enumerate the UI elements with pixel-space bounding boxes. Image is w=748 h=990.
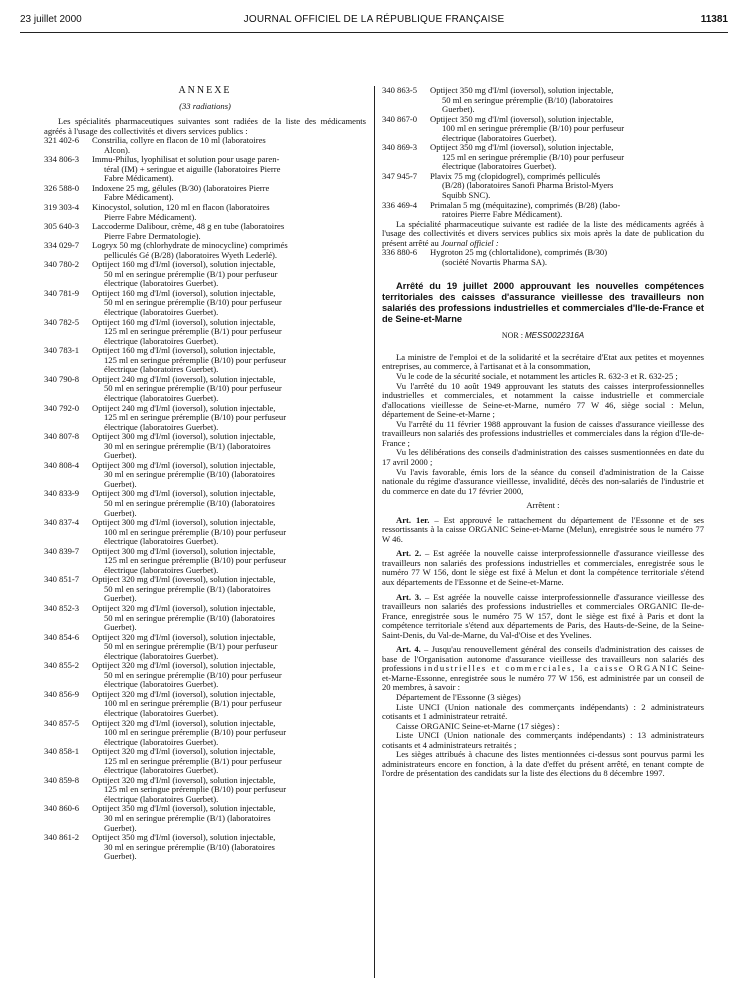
list-item [44, 346, 366, 375]
visa-paragraph: Vu l'arrêté du 10 août 1949 approuvant les statuts des caisses interprofessionnelles industrielles et commerciales, et notamment la caisse industrielle et commerciale d'allocations vieillesse de Seine-et-Marne, numéro 77 W 46, siège social : Melun, département de Seine-et-Marne ; [382, 380, 704, 420]
product-code: 340 783-1 [44, 345, 80, 356]
visa-list [382, 353, 704, 496]
radiations-count: (33 radiations) [179, 100, 231, 111]
list-item [44, 747, 366, 776]
product-description: Optiject 350 mg d'I/ml (ioversol), solution injectable, 30 ml en seringue préremplie (B/10) (laboratoires Guerbet). [92, 832, 276, 862]
product-description: Optiject 160 mg d'I/ml (ioversol), solution injectable, 50 ml en seringue préremplie (B/1) pour perfuseur électrique (laboratoires Guerbet). [92, 259, 278, 289]
product-code: 340 869-3 [382, 142, 418, 153]
product-description: Optiject 350 mg d'I/ml (ioversol), solution injectable, 50 ml en seringue préremplie (B/10) (laboratoires Guerbet). [430, 85, 614, 115]
list-item [44, 633, 366, 662]
composition-list [382, 693, 704, 779]
list-item [382, 201, 704, 220]
product-description: Optiject 320 mg d'I/ml (ioversol), solution injectable, 50 ml en seringue préremplie (B/1) (laboratoires Guerbet). [92, 574, 276, 604]
product-description: Optiject 160 mg d'I/ml (ioversol), solution injectable, 125 ml en seringue préremplie (B/1) pour perfuseur électrique (laboratoires Guerbet). [92, 316, 282, 346]
list-item [44, 289, 366, 318]
product-code: 340 863-5 [382, 85, 418, 95]
composition-line: Liste UNCI (Union nationale des commerçants indépendants) : 2 administrateurs cotisants et 1 administrateur retraité. [382, 701, 704, 722]
column-rule [374, 86, 375, 978]
page-number: 11381 [700, 14, 728, 25]
arretent-heading: Arrêtent : [526, 500, 560, 511]
product-description: Optiject 320 mg d'I/ml (ioversol), solution injectable, 125 ml en seringue préremplie (B/1) pour perfuseur électrique (laboratoires Guerbet). [92, 746, 282, 776]
product-description: Optiject 320 mg d'I/ml (ioversol), solution injectable, 50 ml en seringue préremplie (B/1) pour perfuseur électrique (laboratoires Guerbet). [92, 631, 278, 661]
list-item [44, 575, 366, 604]
article-4-label: Art. 4. [396, 644, 421, 655]
product-description: Optiject 160 mg d'I/ml (ioversol), solution injectable, 125 ml en seringue préremplie (B/10) pour perfuseur électrique (laboratoires Guerbet). [92, 345, 287, 375]
product-description: Optiject 350 mg d'I/ml (ioversol), solution injectable, 100 ml en seringue préremplie (B/10) pour perfuseur électrique (laboratoires Guerbet). [430, 113, 625, 143]
page-header [20, 14, 728, 30]
product-code: 334 029-7 [44, 240, 80, 251]
product-code: 340 790-8 [44, 373, 80, 384]
product-code: 340 856-9 [44, 688, 80, 699]
article-label: Art. 1er. [396, 514, 430, 525]
list-item [44, 241, 366, 260]
product-code: 340 792-0 [44, 402, 80, 413]
product-code: 340 861-2 [44, 832, 80, 843]
product-code: 340 837-4 [44, 517, 80, 528]
product-code: 340 782-5 [44, 316, 80, 327]
product-description: Immu-Philus, lyophilisat et solution pour usage paren- téral (IM) + seringue et aiguille (laboratoires Pierre Fabre Médicament). [92, 154, 281, 184]
product-description: Optiject 300 mg d'I/ml (ioversol), solution injectable, 30 ml en seringue préremplie (B/1) (laboratoires Guerbet). [92, 431, 276, 461]
article: Art. 3. – Est agréée la nouvelle caisse interprofessionnelle d'assurance vieillesse des travailleurs non salariés des professions industrielles et commerciales ORGANIC Ile-de-France, enregistrée sous le numéro 75 W 157, dont le siège est fixé à Paris et dont la compétence territoriale s'étend aux départements de Paris, des Hauts-de-Seine, de la Seine-Saint-Denis, du Val-de-Marne, du Val-d'Oise et des Yvelines. [382, 591, 704, 640]
product-description: Kinocystol, solution, 120 ml en flacon (laboratoires Pierre Fabre Médicament). [92, 202, 270, 222]
composition-line: Département de l'Essonne (3 sièges) [396, 691, 521, 702]
product-code: 319 303-4 [44, 202, 80, 213]
list-item [44, 719, 366, 748]
product-description: Constrilia, collyre en flacon de 10 ml (laboratoires Alcon). [92, 135, 266, 155]
list-item [44, 547, 366, 576]
product-description: Laccoderme Dalibour, crème, 48 g en tube (laboratoires Pierre Fabre Dermatologie). [92, 221, 285, 241]
product-code: 340 807-8 [44, 431, 80, 442]
product-description: Optiject 320 mg d'I/ml (ioversol), solution injectable, 50 ml en seringue préremplie (B/10) pour perfuseur électrique (laboratoires Guerbet). [92, 660, 282, 690]
article: Art. 2. – Est agréée la nouvelle caisse interprofessionnelle d'assurance vieillesse des travailleurs non salariés des professions industrielles et commerciales, enregistrée sous le numéro 77 W 156, dont le siège est fixé à Melun et dont la compétence territoriale s'étend aux départements de l'Essonne et de Seine-et-Marne. [382, 548, 704, 587]
list-item [44, 432, 366, 461]
product-code: 321 402-6 [44, 135, 80, 146]
product-description: Primalan 5 mg (méquitazine), comprimés (B/28) (labo- ratoires Pierre Fabre Médicament). [430, 199, 621, 220]
arrete-title: Arrêté du 19 juillet 2000 approuvant les nouvelles compétences territoriales des caisses d'assurance vieillesse des travailleurs non salariés des professions industrielles et commerciales d'Ile-de-France et de Seine-et-Marne [382, 281, 704, 325]
product-code: 336 469-4 [382, 199, 418, 210]
issue-date: 23 juillet 2000 [20, 14, 82, 25]
right-entry-list [382, 86, 704, 220]
composition-line: Liste UNCI (Union nationale des commerçants indépendants) : 13 administrateurs cotisants et 4 administrateurs retraités ; [382, 730, 704, 750]
list-item [44, 518, 366, 547]
product-code: 340 839-7 [44, 545, 80, 556]
product-code: 305 640-3 [44, 221, 80, 232]
product-description: Hygroton 25 mg (chlortalidone), comprimés (B/30) (société Novartis Pharma SA). [430, 247, 608, 267]
product-description: Optiject 320 mg d'I/ml (ioversol), solution injectable, 100 ml en seringue préremplie (B/10) pour perfuseur électrique (laboratoires Guerbet). [92, 717, 287, 747]
journal-title: JOURNAL OFFICIEL DE LA RÉPUBLIQUE FRANÇAISE [243, 14, 505, 25]
single-radiation-intro: La spécialité pharmaceutique suivante est radiée de la liste des médicaments agréés à l'usage des collectivités et divers services publics six mois après la date de publication du présent arrêté au Journal officiel : [382, 218, 704, 248]
article-label: Art. 3. [396, 591, 422, 602]
product-code: 340 781-9 [44, 287, 80, 298]
product-description: Optiject 350 mg d'I/ml (ioversol), solution injectable, 30 ml en seringue préremplie (B/1) (laboratoires Guerbet). [92, 803, 276, 833]
left-entry-list [44, 136, 366, 862]
product-description: Optiject 300 mg d'I/ml (ioversol), solution injectable, 30 ml en seringue préremplie (B/10) (laboratoires Guerbet). [92, 459, 276, 489]
list-item [44, 203, 366, 222]
product-description: Optiject 300 mg d'I/ml (ioversol), solution injectable, 50 ml en seringue préremplie (B/10) (laboratoires Guerbet). [92, 488, 276, 518]
product-code: 340 859-8 [44, 774, 80, 785]
product-description: Optiject 300 mg d'I/ml (ioversol), solution injectable, 100 ml en seringue préremplie (B/10) pour perfuseur électrique (laboratoires Guerbet). [92, 517, 287, 547]
list-item [44, 461, 366, 490]
article-label: Art. 2. [396, 548, 422, 559]
product-description: Optiject 240 mg d'I/ml (ioversol), solution injectable, 50 ml en seringue préremplie (B/10) pour perfuseur électrique (laboratoires Guerbet). [92, 373, 282, 403]
article: Art. 1er. – Est approuvé le rattachement du département de l'Essonne et de ses ressortissants à la caisse ORGANIC Seine-et-Marne (Melun), enregistrée sous le numéro 77 W 46. [382, 514, 704, 544]
visa-paragraph: Vu le code de la sécurité sociale, et notamment les articles R. 632-3 et R. 632-25 ; [396, 371, 678, 382]
list-item [44, 661, 366, 690]
product-code: 340 808-4 [44, 459, 80, 470]
product-code: 340 780-2 [44, 259, 80, 270]
single-entry [382, 248, 704, 267]
header-rule [20, 32, 728, 33]
list-item [382, 172, 704, 201]
product-description: Optiject 160 mg d'I/ml (ioversol), solution injectable, 50 ml en seringue préremplie (B/10) pour perfuseur électrique (laboratoires Guerbet). [92, 287, 282, 318]
product-description: Plavix 75 mg (clopidogrel), comprimés pelliculés (B/28) (laboratoires Sanofi Pharma Bristol-Myers Squibb SNC). [430, 170, 614, 201]
product-code: 336 880-6 [382, 247, 418, 258]
left-column [44, 86, 366, 862]
product-code: 340 858-1 [44, 746, 80, 757]
list-item [382, 143, 704, 172]
list-item [44, 690, 366, 719]
article-4: Art. 4. – Jusqu'au renouvellement général des conseils d'administration des caisses de base de l'Organisation autonome d'assurance vieillesse des travailleurs non salariés des professions industrielles et commerciales, la caisse ORGANIC Seine-et-Marne-Essonne, enregistrée sous le numéro 77 W 156, est administrée par un conseil de 20 membres, à savoir : [382, 644, 705, 693]
visa-paragraph: Vu les délibérations des conseils d'administration des caisses susmentionnées en date du 17 avril 2000 ; [382, 447, 704, 467]
product-code: 326 588-0 [44, 182, 80, 193]
list-item [44, 318, 366, 347]
product-code: 340 854-6 [44, 631, 80, 642]
product-code: 347 945-7 [382, 170, 418, 181]
list-item [44, 375, 366, 404]
product-description: Optiject 320 mg d'I/ml (ioversol), solution injectable, 125 ml en seringue préremplie (B/10) pour perfuseur électrique (laboratoires Guerbet). [92, 774, 287, 804]
annex-intro: Les spécialités pharmaceutiques suivantes sont radiées de la liste des médicaments agréés à l'usage des collectivités et divers services publics : [44, 116, 366, 136]
list-item [382, 86, 704, 115]
product-code: 340 855-2 [44, 660, 80, 671]
composition-line: Les sièges attribués à chacune des listes mentionnées ci-dessus sont pourvus parmi les administrateurs encore en fonction, à la date d'effet du présent arrêté, en tenant compte de l'ordre de présentation des candidats sur la liste des élections du 8 décembre 1997. [382, 749, 704, 779]
product-description: Optiject 350 mg d'I/ml (ioversol), solution injectable, 125 ml en seringue préremplie (B/10) pour perfuseur électrique (laboratoires Guerbet). [430, 142, 625, 172]
product-code: 340 852-3 [44, 602, 80, 613]
list-item [382, 115, 704, 144]
product-description: Optiject 300 mg d'I/ml (ioversol), solution injectable, 125 ml en seringue préremplie (B/10) pour perfuseur électrique (laboratoires Guerbet). [92, 545, 287, 575]
annex-title: ANNEXE [178, 85, 232, 96]
nor-reference: NOR : MESS0022316A [501, 331, 585, 341]
right-column [382, 86, 704, 779]
list-item [44, 136, 366, 155]
visa-paragraph: Vu l'arrêté du 11 février 1988 approuvant la fusion de caisses d'assurance vieillesse des travailleurs non salariés des professions industrielles et commerciales dans la région d'Ile-de-France ; [382, 418, 704, 448]
list-item [44, 804, 366, 833]
list-item [44, 833, 366, 862]
nor-code: MESS0022316A [524, 331, 585, 341]
visa-paragraph: Vu l'avis favorable, émis lors de la séance du conseil d'administration de la Caisse nationale du régime d'assurance vieillesse, invalidité, décès des non-salariés de l'industrie et du commerce en date du 17 février 2000, [382, 466, 704, 496]
product-description: Optiject 320 mg d'I/ml (ioversol), solution injectable, 50 ml en seringue préremplie (B/10) (laboratoires Guerbet). [92, 602, 276, 633]
list-item [382, 248, 704, 267]
list-item [44, 489, 366, 518]
article-list [382, 516, 704, 641]
list-item [44, 222, 366, 241]
list-item [44, 260, 366, 289]
product-description: Optiject 320 mg d'I/ml (ioversol), solution injectable, 100 ml en seringue préremplie (B/1) pour perfuseur électrique (laboratoires Guerbet). [92, 688, 282, 718]
product-description: Indoxene 25 mg, gélules (B/30) (laboratoires Pierre Fabre Médicament). [92, 182, 270, 203]
visa-paragraph: La ministre de l'emploi et de la solidarité et la secrétaire d'Etat aux petites et moyennes entreprises, au commerce, à l'artisanat et à la consommation, [382, 351, 704, 372]
list-item [44, 604, 366, 633]
product-description: Logryx 50 mg (chlorhydrate de minocycline) comprimés pelliculés Gé (B/28) (laboratoires Wyeth Lederlé). [92, 240, 288, 260]
product-code: 340 867-0 [382, 113, 418, 124]
list-item [44, 776, 366, 805]
product-code: 340 860-6 [44, 803, 80, 814]
list-item [44, 184, 366, 203]
journal-officiel-ref: Journal officiel : [440, 237, 499, 248]
product-code: 340 851-7 [44, 574, 80, 585]
list-item [44, 155, 366, 184]
list-item [44, 404, 366, 433]
product-code: 340 857-5 [44, 717, 80, 728]
product-description: Optiject 240 mg d'I/ml (ioversol), solution injectable, 125 ml en seringue préremplie (B/10) pour perfuseur électrique (laboratoires Guerbet). [92, 402, 287, 432]
product-code: 334 806-3 [44, 154, 80, 165]
composition-line: Caisse ORGANIC Seine-et-Marne (17 sièges) : [396, 720, 560, 731]
product-code: 340 833-9 [44, 488, 80, 499]
